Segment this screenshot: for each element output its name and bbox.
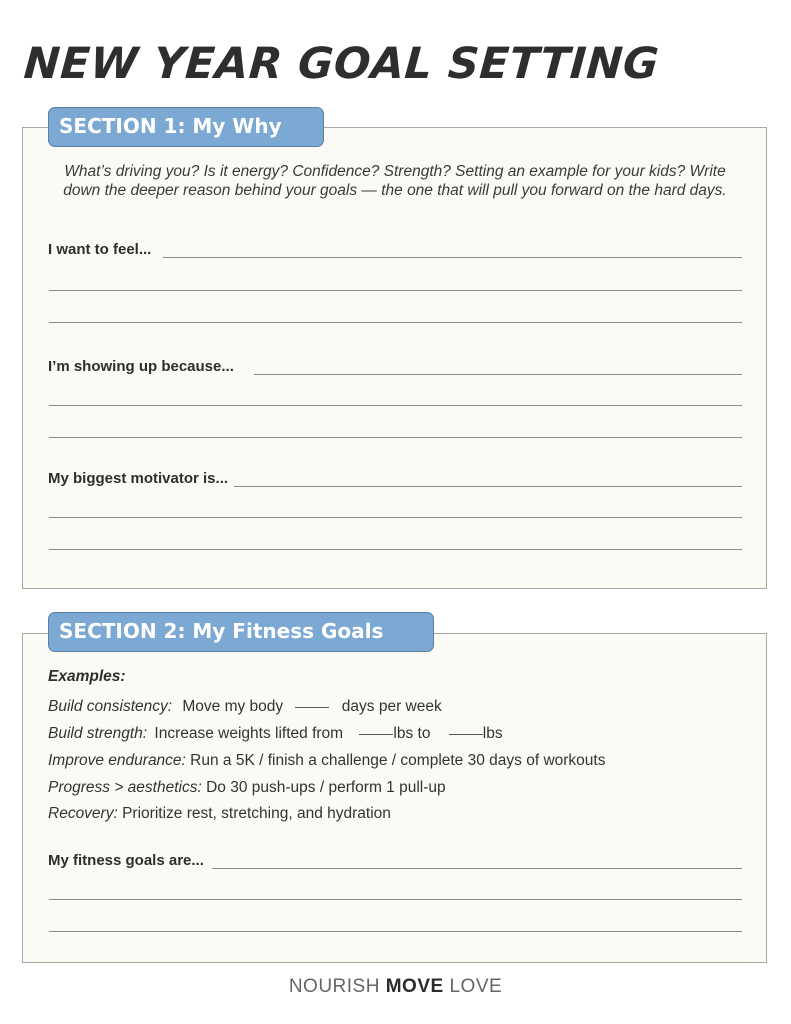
brand-nourish: NOURISH — [288, 976, 380, 997]
answer-line[interactable] — [49, 931, 742, 932]
example-improve-endurance — [48, 751, 605, 771]
prompt-biggest-motivator — [48, 468, 742, 490]
prompt-want-to-feel — [48, 239, 742, 261]
prompt-showing-up-because — [48, 356, 742, 378]
brand-move: MOVE — [385, 976, 444, 997]
section-2-header: SECTION 2: My Fitness Goals — [48, 612, 434, 652]
example-build-strength — [48, 724, 503, 744]
example-text: Increase weights lifted from — [154, 725, 344, 742]
example-recovery — [48, 804, 391, 824]
prompt-label: I want to feel... — [48, 241, 152, 258]
example-text: Prioritize rest, stretching, and hydration — [122, 805, 391, 822]
answer-line[interactable] — [49, 322, 742, 323]
answer-line[interactable] — [254, 374, 742, 375]
example-category: Recovery: — [48, 805, 118, 822]
example-build-consistency — [48, 697, 442, 717]
prompt-fitness-goals — [48, 850, 742, 872]
page-title: NEW YEAR GOAL SETTING — [22, 39, 661, 89]
prompt-label: My biggest motivator is... — [48, 470, 229, 487]
example-category: Improve endurance: — [48, 752, 186, 769]
blank-lbs-to[interactable] — [449, 734, 483, 735]
answer-line[interactable] — [49, 290, 742, 291]
example-text: days per week — [341, 698, 442, 715]
answer-line[interactable] — [212, 868, 742, 869]
answer-line[interactable] — [163, 257, 742, 258]
section-1-intro: What’s driving you? Is it energy? Confidence? Strength? Setting an example for your kids? Write down the deeper reason behind your goals — the one that will pull you forward on the hard days. — [63, 163, 727, 199]
example-text: lbs — [482, 725, 503, 742]
example-category: Progress > aesthetics: — [48, 779, 202, 796]
prompt-label: My fitness goals are... — [48, 852, 204, 869]
answer-line[interactable] — [49, 899, 742, 900]
example-text: lbs to — [393, 725, 431, 742]
example-category: Build strength: — [48, 725, 148, 742]
example-text: Move my body — [182, 698, 284, 715]
footer-brand — [0, 976, 791, 998]
answer-line[interactable] — [49, 405, 742, 406]
answer-line[interactable] — [49, 437, 742, 438]
example-text: Run a 5K / finish a challenge / complete 30 days of workouts — [190, 752, 606, 769]
example-progress-aesthetics — [48, 778, 446, 798]
blank-lbs-from[interactable] — [359, 734, 393, 735]
section-fitness-goals-panel — [22, 633, 767, 963]
example-text: Do 30 push-ups / perform 1 pull-up — [206, 779, 446, 796]
example-category: Build consistency: — [48, 698, 173, 715]
answer-line[interactable] — [234, 486, 742, 487]
brand-love: LOVE — [449, 976, 503, 997]
section-1-header: SECTION 1: My Why — [48, 107, 324, 147]
answer-line[interactable] — [49, 517, 742, 518]
prompt-label: I’m showing up because... — [48, 358, 234, 375]
blank-days[interactable] — [295, 707, 329, 708]
examples-title: Examples: — [48, 668, 126, 685]
answer-line[interactable] — [49, 549, 742, 550]
